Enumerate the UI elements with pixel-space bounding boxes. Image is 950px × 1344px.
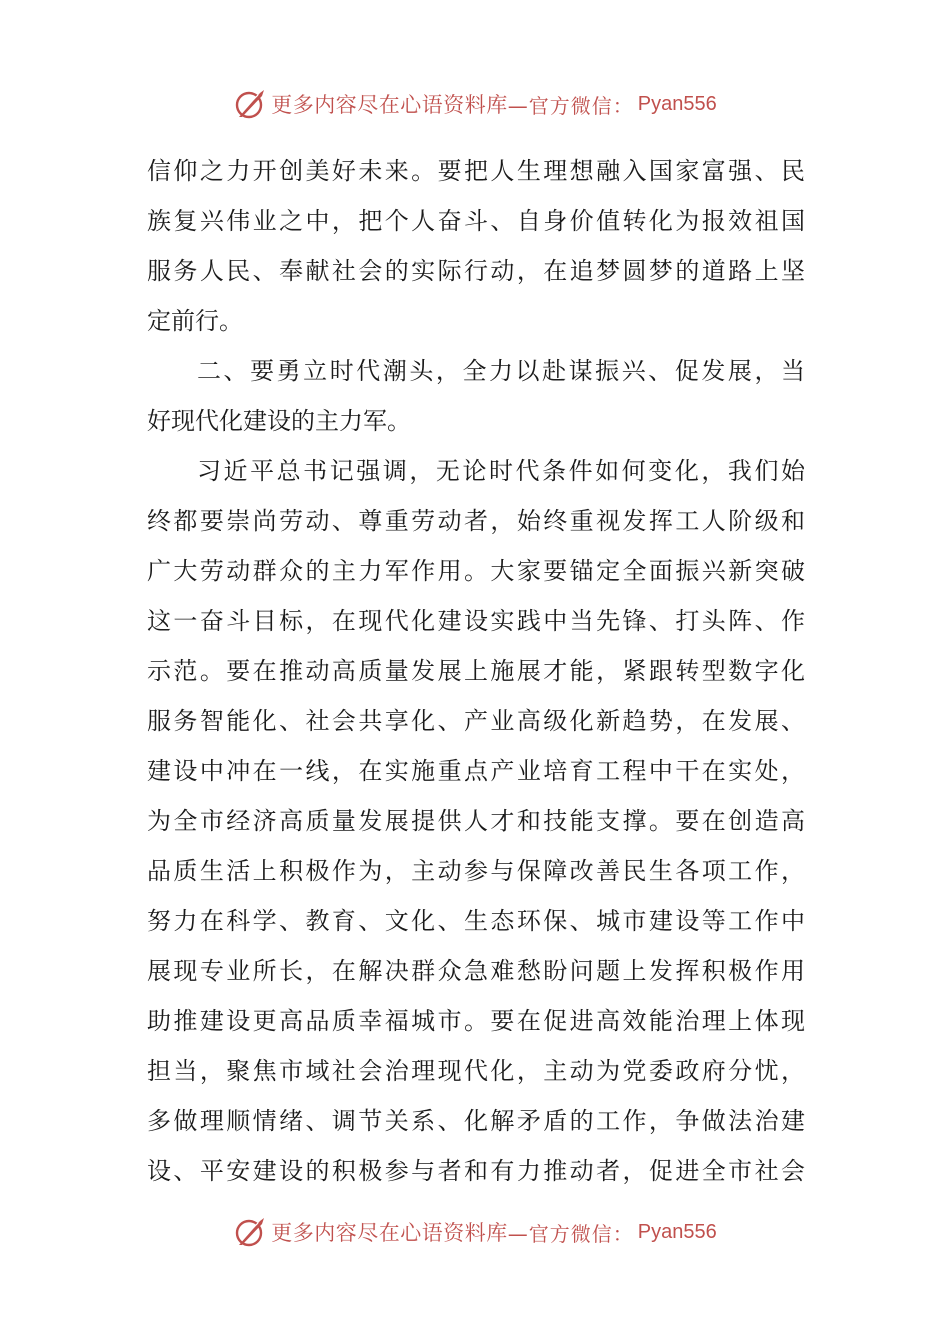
- text-line: 终都要崇尚劳动、尊重劳动者，始终重视发挥工人阶级和: [147, 507, 805, 535]
- watermark-brand: 更多内容尽在心语资料库: [271, 93, 508, 117]
- text-line: 示范。要在推动高质量发展上施展才能，紧跟转型数字化: [147, 657, 805, 685]
- section-heading-line: 好现代化建设的主力军。: [147, 407, 411, 435]
- text-line: 担当，聚焦市域社会治理现代化，主动为党委政府分忧，: [147, 1057, 805, 1085]
- quill-logo-icon: [233, 87, 267, 121]
- text-line: 品质生活上积极作为，主动参与保障改善民生各项工作，: [147, 857, 805, 885]
- text-line: 服务人民、奉献社会的实际行动，在追梦圆梦的道路上坚: [147, 257, 805, 285]
- text-line: 助推建设更高品质幸福城市。要在促进高效能治理上体现: [147, 1007, 805, 1035]
- watermark-wechat-id: Pyan556: [637, 92, 717, 115]
- text-line: 习近平总书记强调，无论时代条件如何变化，我们始: [197, 457, 805, 485]
- watermark-wechat-id: Pyan556: [637, 1220, 717, 1243]
- header-watermark: [0, 84, 950, 124]
- text-line: 展现专业所长，在解决群众急难愁盼问题上发挥积极作用: [147, 957, 805, 985]
- watermark-brand: 更多内容尽在心语资料库: [271, 1221, 508, 1245]
- footer-watermark: [0, 1212, 950, 1252]
- text-line: 努力在科学、教育、文化、生态环保、城市建设等工作中: [147, 907, 805, 935]
- text-line: 信仰之力开创美好未来。要把人生理想融入国家富强、民: [147, 157, 805, 185]
- text-line: 服务智能化、社会共享化、产业高级化新趋势，在发展、: [147, 707, 805, 735]
- text-line: 广大劳动群众的主力军作用。大家要锚定全面振兴新突破: [147, 557, 805, 585]
- text-line: 为全市经济高质量发展提供人才和技能支撑。要在创造高: [147, 807, 805, 835]
- text-line: 定前行。: [147, 307, 243, 335]
- text-line: 设、平安建设的积极参与者和有力推动者，促进全市社会: [147, 1157, 805, 1185]
- text-line: 族复兴伟业之中，把个人奋斗、自身价值转化为报效祖国: [147, 207, 805, 235]
- document-body: [147, 146, 805, 1196]
- watermark-contact-label: —官方微信：: [507, 93, 634, 118]
- quill-logo-icon: [233, 1215, 267, 1249]
- section-heading-line: 二、要勇立时代潮头，全力以赴谋振兴、促发展，当: [197, 357, 805, 385]
- text-line: 这一奋斗目标，在现代化建设实践中当先锋、打头阵、作: [147, 607, 805, 635]
- text-line: 多做理顺情绪、调节关系、化解矛盾的工作，争做法治建: [147, 1107, 805, 1135]
- watermark-contact-label: —官方微信：: [507, 1221, 634, 1246]
- text-line: 建设中冲在一线，在实施重点产业培育工程中干在实处，: [147, 757, 805, 785]
